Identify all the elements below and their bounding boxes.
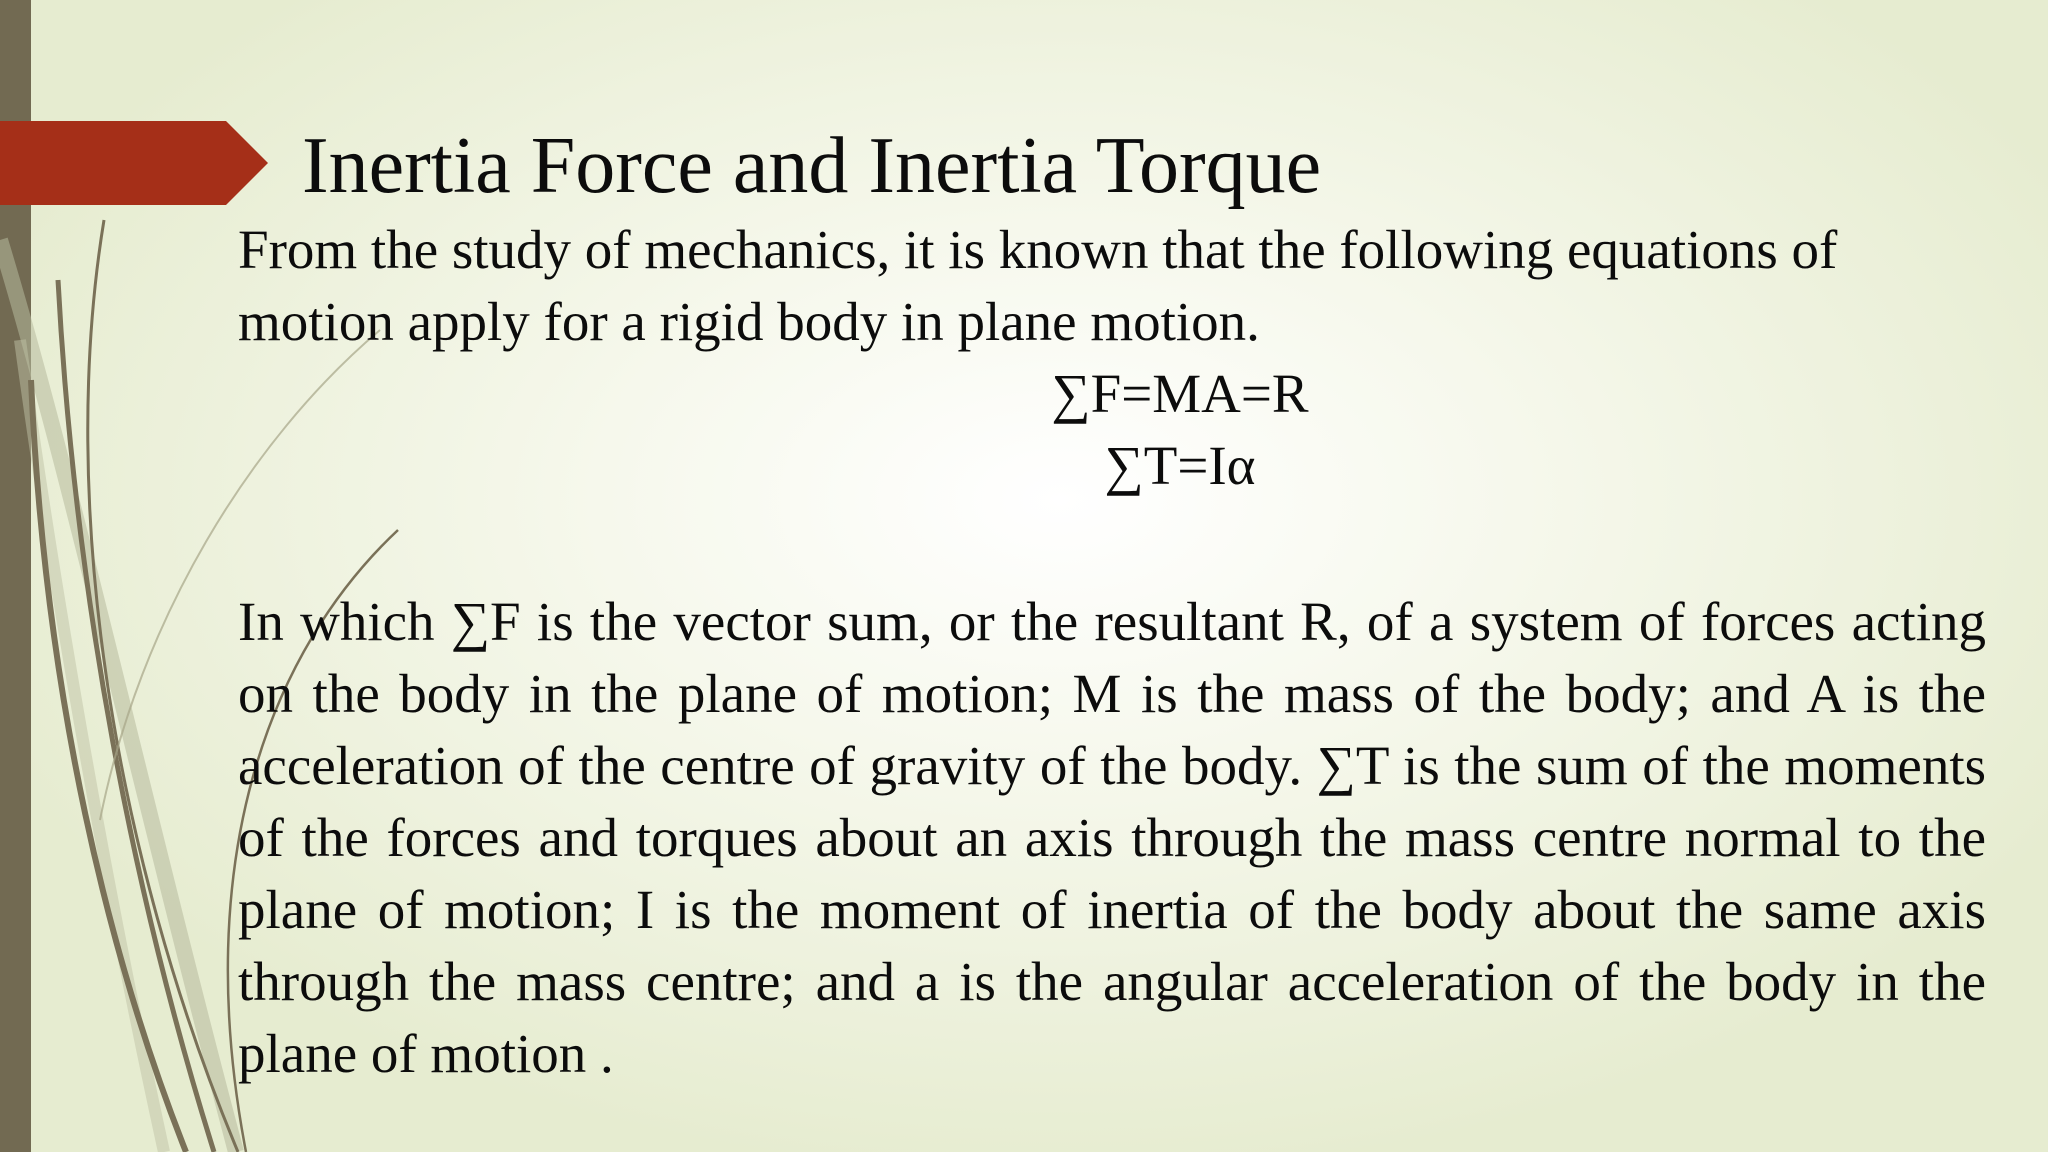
spacer <box>238 502 1986 586</box>
equation-force: ∑F=MA=R <box>1051 363 1309 424</box>
intro-text: From the study of mechanics, it is known that the following equations of motion apply for a rigid body in plane motion. <box>238 219 1838 352</box>
slide-title: Inertia Force and Inertia Torque <box>302 122 1322 210</box>
title-arrow-icon <box>0 121 270 205</box>
equation-torque: ∑T=Iα <box>1104 435 1256 496</box>
slide-body <box>238 214 1986 1090</box>
explanation-paragraph: In which ∑F is the vector sum, or the resultant R, of a system of forces acting on the body in the plane of motion; M is the mass of the body; and A is the acceleration of the centre of gravity of the body. ∑T is the sum of the moments of the forces and torques about an axis through the mass centre normal to the plane of motion; I is the moment of inertia of the body about the same axis through the mass centre; and a is the angular acceleration of the body in the plane of motion . <box>238 591 1986 1084</box>
